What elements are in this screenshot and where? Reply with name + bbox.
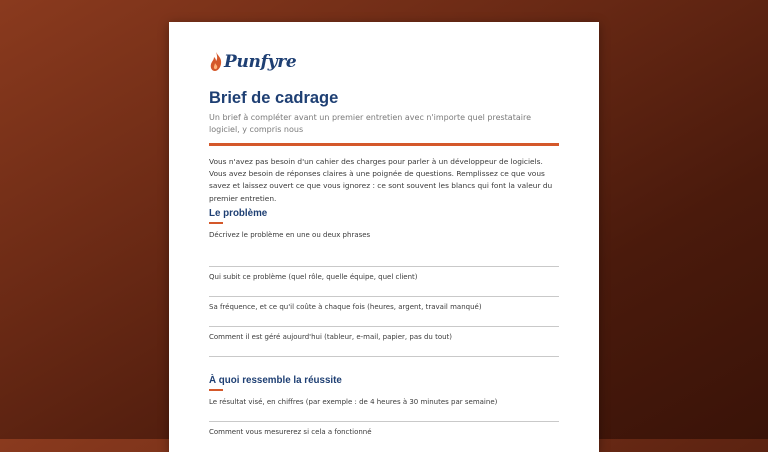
field-label: Décrivez le problème en une ou deux phrases bbox=[209, 231, 371, 239]
answer-line[interactable] bbox=[209, 266, 559, 267]
answer-line[interactable] bbox=[209, 326, 559, 327]
document-subtitle: Un brief à compléter avant un premier entretien avec n'importe quel prestataire logiciel, y compris nous bbox=[209, 113, 531, 134]
flame-icon bbox=[209, 51, 223, 73]
section-title-reussite: À quoi ressemble la réussite bbox=[209, 375, 342, 386]
section-title-probleme: Le problème bbox=[209, 208, 268, 219]
brand-name: Punfyre bbox=[224, 52, 297, 72]
answer-line[interactable] bbox=[209, 421, 559, 422]
field-label: Qui subit ce problème (quel rôle, quelle équipe, quel client) bbox=[209, 273, 418, 281]
field-label: Sa fréquence, et ce qu'il coûte à chaque fois (heures, argent, travail manqué) bbox=[209, 303, 482, 311]
field-label: Comment il est géré aujourd'hui (tableur, e-mail, papier, pas du tout) bbox=[209, 333, 453, 341]
intro-paragraph: Vous n'avez pas besoin d'un cahier des charges pour parler à un développeur de logiciels. Vous avez besoin de réponses claires à une poignée de questions. Remplissez ce que vous savez et laissez ouvert ce que vous ignorez : ce sont souvent les blancs qui font la valeur du premier entretien. bbox=[209, 157, 553, 203]
brief-document bbox=[169, 22, 599, 452]
brand-logo bbox=[209, 50, 296, 74]
field-label: Comment vous mesurerez si cela a fonctionné bbox=[209, 428, 372, 436]
answer-line[interactable] bbox=[209, 356, 559, 357]
field-label: Le résultat visé, en chiffres (par exemple : de 4 heures à 30 minutes par semaine) bbox=[209, 398, 498, 406]
answer-line[interactable] bbox=[209, 296, 559, 297]
header-divider bbox=[209, 143, 559, 146]
section-underline bbox=[209, 222, 223, 224]
document-title: Brief de cadrage bbox=[209, 89, 339, 107]
section-underline bbox=[209, 389, 223, 391]
